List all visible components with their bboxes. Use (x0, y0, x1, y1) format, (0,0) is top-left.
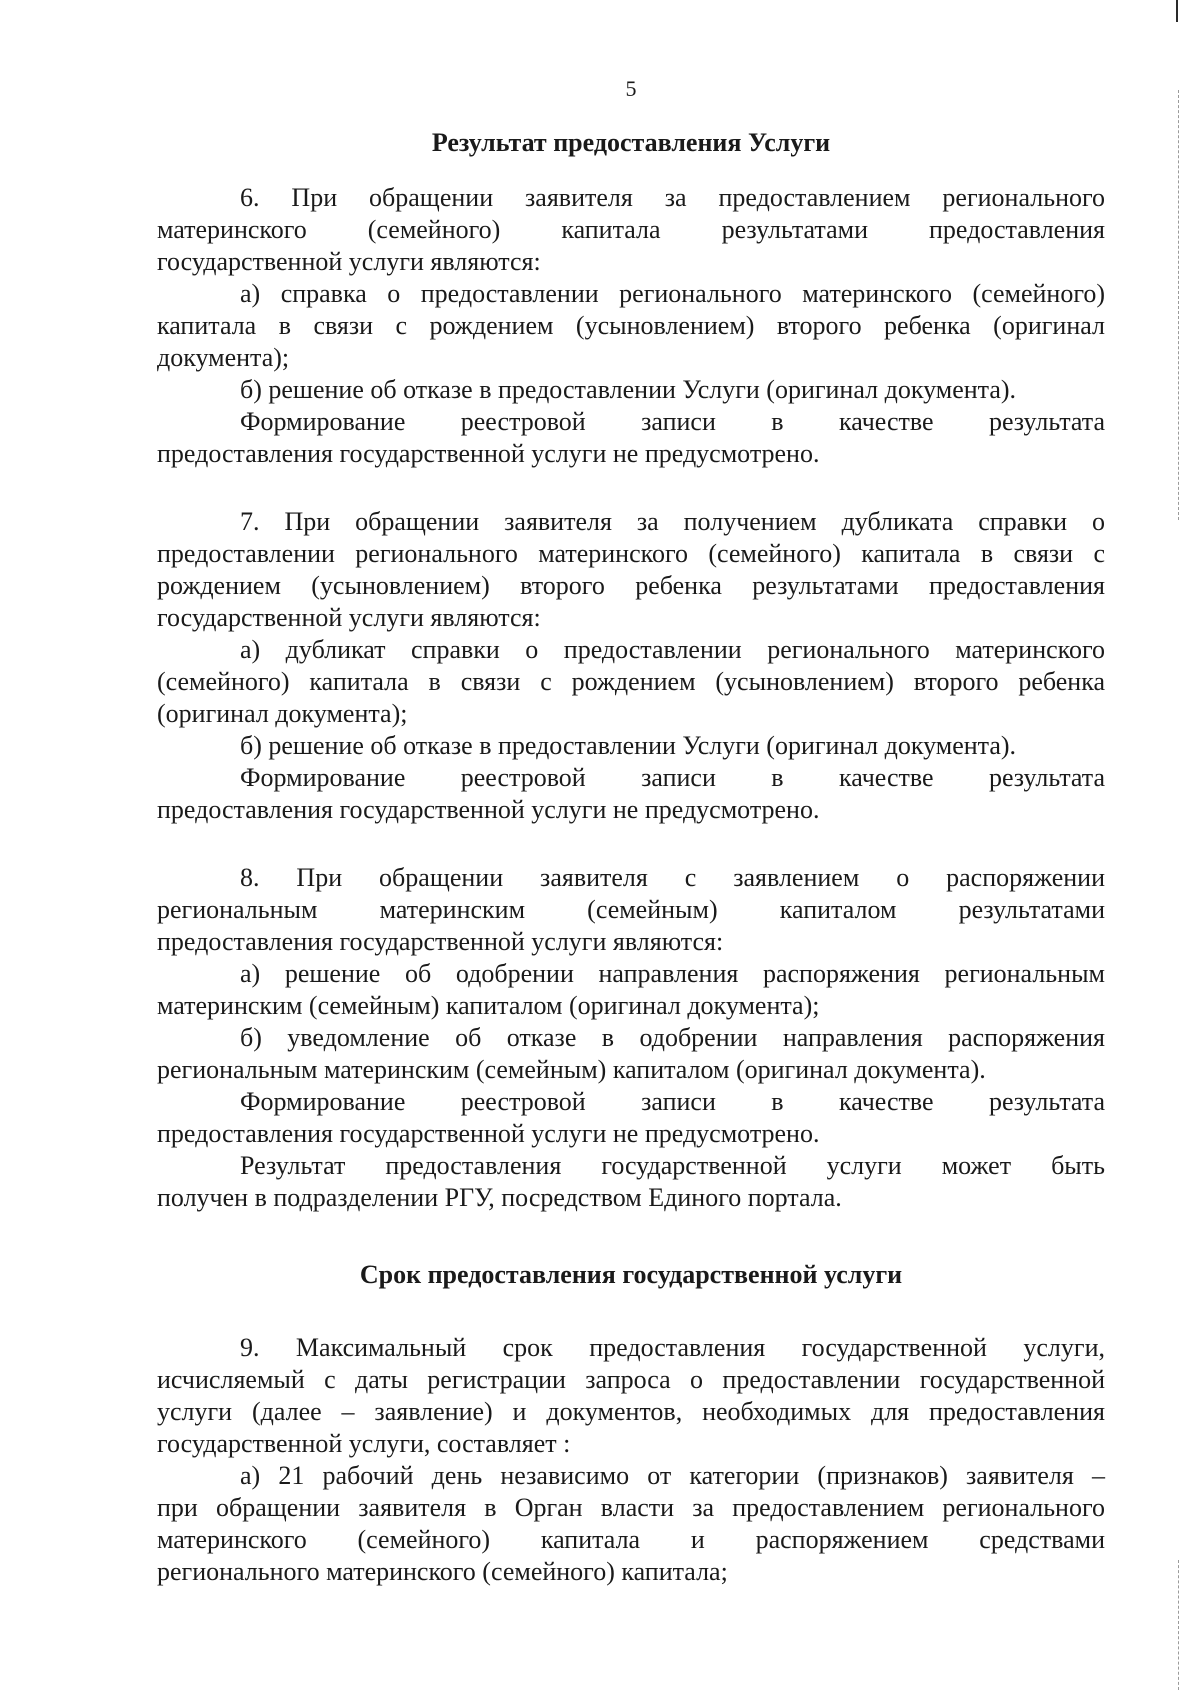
text-line: материнским (семейным) капиталом (оригинал документа); (157, 991, 820, 1020)
text-line: капитала в связи с рождением (усыновлением) второго ребенка (оригинал (157, 311, 1105, 340)
text-line: а) 21 рабочий день независимо от категории (признаков) заявителя – (240, 1461, 1105, 1490)
text-line: б) решение об отказе в предоставлении Услуги (оригинал документа). (240, 375, 1017, 404)
text-line: региональным материнским (семейным) капиталом результатами (157, 895, 1105, 924)
text-line: государственной услуги, составляет : (157, 1429, 571, 1458)
scan-edge-dots (1178, 90, 1180, 520)
text-line: рождением (усыновлением) второго ребенка результатами предоставления (157, 571, 1105, 600)
text-line: региональным материнским (семейным) капиталом (оригинал документа). (157, 1055, 986, 1084)
text-line: 8. При обращении заявителя с заявлением о распоряжении (240, 863, 1105, 892)
text-line: получен в подразделении РГУ, посредством Единого портала. (157, 1183, 842, 1212)
text-line: предоставления государственной услуги не предусмотрено. (157, 795, 820, 824)
text-line: б) решение об отказе в предоставлении Услуги (оригинал документа). (240, 731, 1017, 760)
text-line: предоставлении регионального материнского (семейного) капитала в связи с (157, 539, 1105, 568)
text-line: документа); (157, 343, 290, 372)
section-heading-term: Срок предоставления государственной услуги (359, 1260, 903, 1289)
text-line: материнского (семейного) капитала результатами предоставления (157, 215, 1105, 244)
text-line: услуги (далее – заявление) и документов, необходимых для предоставления (157, 1397, 1105, 1426)
page-number: 5 (625, 76, 637, 101)
text-line: Формирование реестровой записи в качестве результата (240, 763, 1105, 792)
text-line: (семейного) капитала в связи с рождением (усыновлением) второго ребенка (157, 667, 1105, 696)
text-line: государственной услуги являются: (157, 247, 541, 276)
text-line: б) уведомление об отказе в одобрении направления распоряжения (240, 1023, 1105, 1052)
scan-edge-dots (1178, 1560, 1180, 1690)
text-line: при обращении заявителя в Орган власти за предоставлением регионального (157, 1493, 1105, 1522)
text-line: Формирование реестровой записи в качестве результата (240, 1087, 1105, 1116)
text-line: материнского (семейного) капитала и распоряжением средствами (157, 1525, 1105, 1554)
text-line: а) дубликат справки о предоставлении регионального материнского (240, 635, 1105, 664)
text-line: Результат предоставления государственной услуги может быть (240, 1151, 1105, 1180)
text-line: государственной услуги являются: (157, 603, 541, 632)
text-line: предоставления государственной услуги являются: (157, 927, 724, 956)
text-line: регионального материнского (семейного) капитала; (157, 1557, 728, 1586)
text-line: исчисляемый с даты регистрации запроса о предоставлении государственной (157, 1365, 1105, 1394)
text-line: предоставления государственной услуги не предусмотрено. (157, 1119, 820, 1148)
section-heading-result: Результат предоставления Услуги (431, 128, 831, 157)
text-line: предоставления государственной услуги не предусмотрено. (157, 439, 820, 468)
text-line: а) справка о предоставлении регионального материнского (семейного) (240, 279, 1105, 308)
text-line: (оригинал документа); (157, 699, 408, 728)
text-line: а) решение об одобрении направления распоряжения региональным (240, 959, 1105, 988)
scan-edge-mark (1176, 0, 1178, 22)
text-line: 6. При обращении заявителя за предоставлением регионального (240, 183, 1105, 212)
text-line: Формирование реестровой записи в качестве результата (240, 407, 1105, 436)
text-line: 7. При обращении заявителя за получением дубликата справки о (240, 507, 1105, 536)
text-line: 9. Максимальный срок предоставления государственной услуги, (240, 1333, 1105, 1362)
